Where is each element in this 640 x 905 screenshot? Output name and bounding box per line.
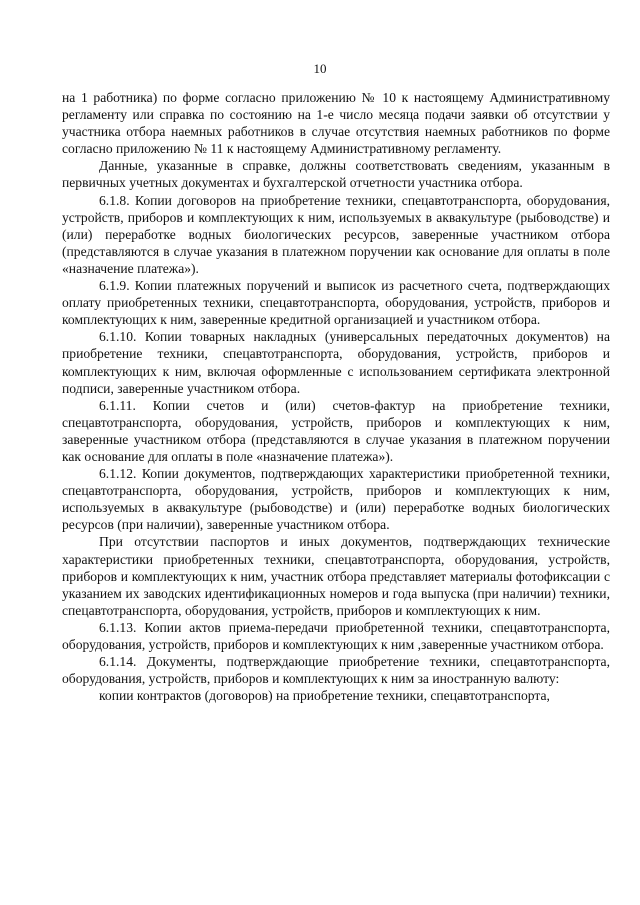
paragraph-continuation: на 1 работника) по форме согласно приложению № 10 к настоящему Административному регламенту или справка по состоянию на 1-е число месяца подачи заявки об отсутствии у участника отбора наемных работников в случае отсутствия наемных работников по форме согласно приложению № 11 к настоящему Административному регламенту. (62, 90, 610, 157)
paragraph-6-1-12: 6.1.12. Копии документов, подтверждающих характеристики приобретенной техники, спецавтотранспорта, оборудования, устройств, приборов и комплектующих к ним, используемых в аквакультуре (рыбоводстве) и (или) переработке водных биологических ресурсов (при наличии), заверенные участником отбора. (62, 466, 610, 533)
paragraph-6-1-8: 6.1.8. Копии договоров на приобретение техники, спецавтотранспорта, оборудования, устройств, приборов и комплектующих к ним, используемых в аквакультуре (рыбоводстве) и (или) переработке водных биологических ресурсов, заверенные участником отбора (представляются в случае указания в платежном поручении как основание для оплаты в поле «назначение платежа»). (62, 192, 610, 276)
paragraph-6-1-10: 6.1.10. Копии товарных накладных (универсальных передаточных документов) на приобретение техники, спецавтотранспорта, оборудования, устройств, приборов и комплектующих к ним, включая оформленные с использованием сертификата электронной подписи, заверенные участником отбора. (62, 329, 610, 396)
paragraph-photo-fixation: При отсутствии паспортов и иных документов, подтверждающих технические характеристики приобретенных техники, спецавтотранспорта, оборудования, устройств, приборов и комплектующих к ним, участник отбора представляет материалы фотофиксации с указанием их заводских идентификационных номеров и года выпуска (при наличии) техники, спецавтотранспорта, оборудования, устройств, приборов и комплектующих к ним. (62, 534, 610, 618)
page-number: 10 (313, 61, 327, 76)
paragraph-6-1-9: 6.1.9. Копии платежных поручений и выписок из расчетного счета, подтверждающих оплату приобретенных техники, спецавтотранспорта, оборудования, устройств, приборов и комплектующих к ним, заверенные кредитной организацией и участником отбора. (62, 278, 610, 328)
document-body (62, 89, 610, 704)
paragraph-6-1-13: 6.1.13. Копии актов приема-передачи приобретенной техники, спецавтотранспорта, оборудования, устройств, приборов и комплектующих к ним ,заверенные участником отбора. (62, 619, 610, 652)
paragraph-contract-copies: копии контрактов (договоров) на приобретение техники, спецавтотранспорта, (99, 688, 550, 704)
paragraph-6-1-11: 6.1.11. Копии счетов и (или) счетов-фактур на приобретение техники, спецавтотранспорта, оборудования, устройств, приборов и комплектующих к ним, заверенные участником отбора (представляются в случае указания в платежном поручении как основание для оплаты в поле «назначение платежа»). (62, 397, 610, 464)
paragraph-6-1-14: 6.1.14. Документы, подтверждающие приобретение техники, спецавтотранспорта, оборудования, устройств, приборов и комплектующих к ним за иностранную валюту: (62, 654, 610, 687)
paragraph-certificate-data: Данные, указанные в справке, должны соответствовать сведениям, указанным в первичных учетных документах и бухгалтерской отчетности участника отбора. (62, 158, 610, 191)
